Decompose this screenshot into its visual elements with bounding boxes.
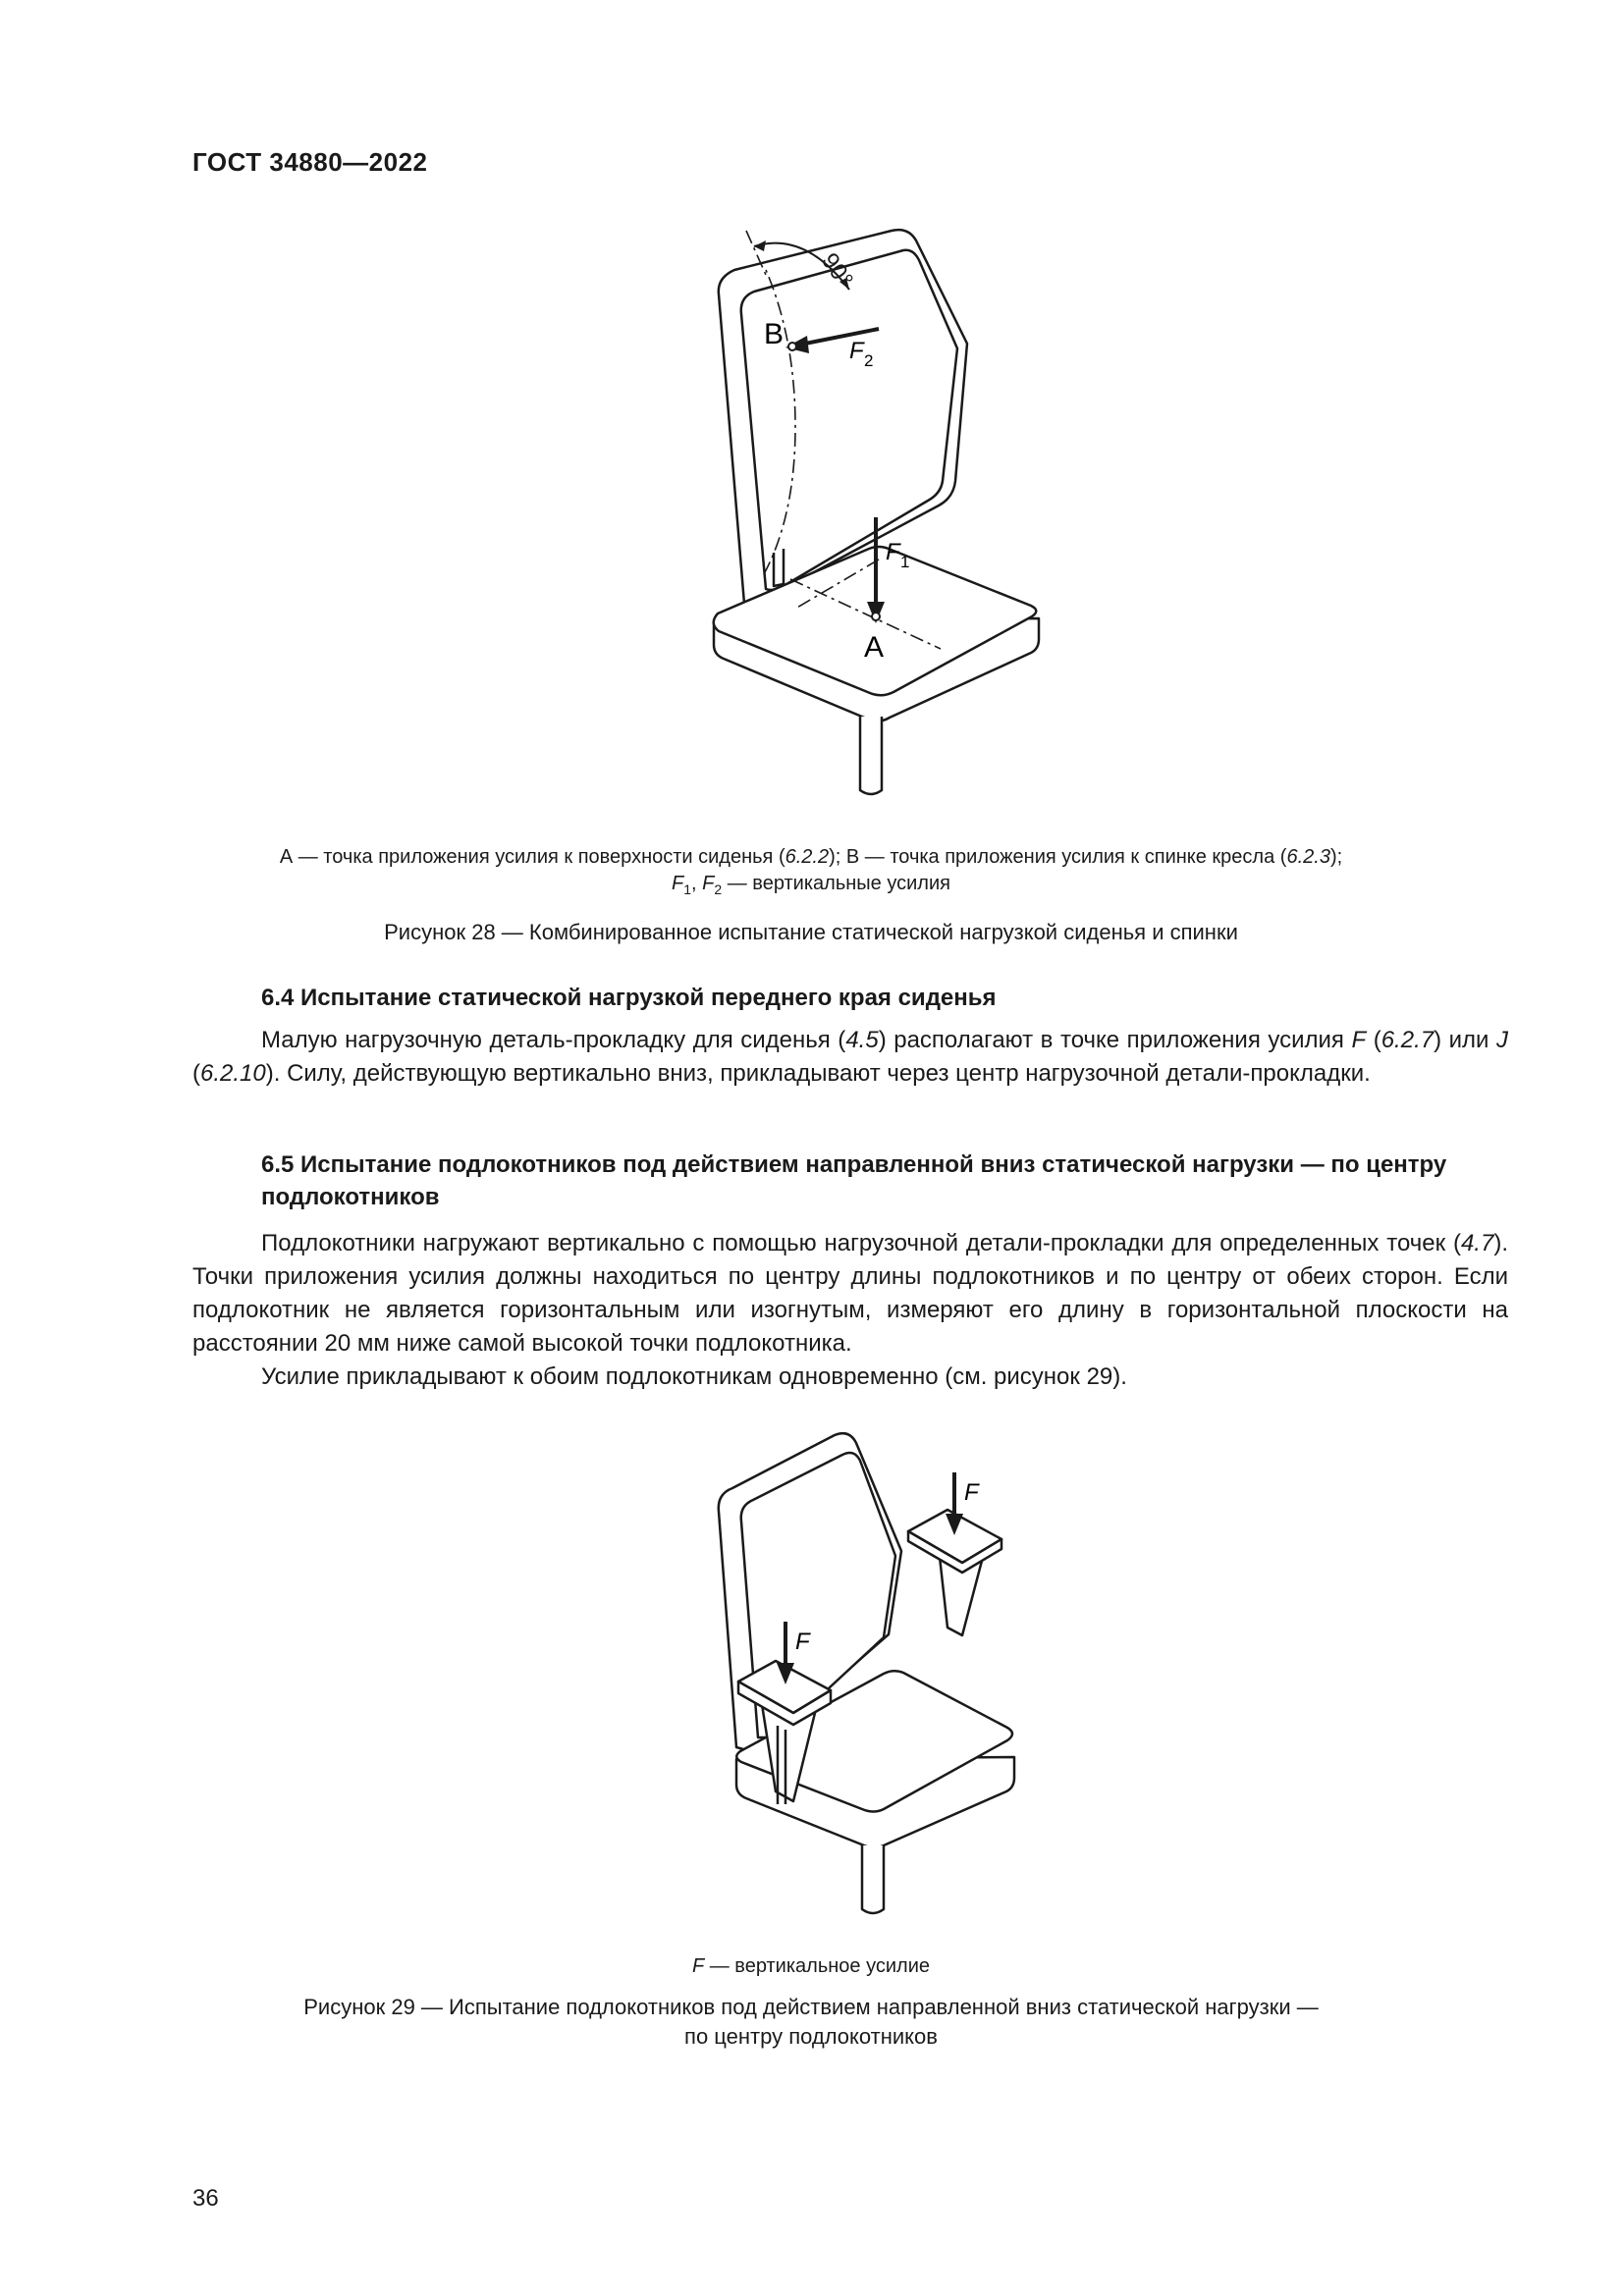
point-a-label: A bbox=[864, 631, 885, 664]
page-number: 36 bbox=[192, 2185, 219, 2212]
figure-29-chair-diagram bbox=[687, 1414, 1031, 1924]
section-6-4-title: 6.4 Испытание статической нагрузкой переднего края сиденья bbox=[261, 985, 997, 1011]
force-f2-subscript: 2 bbox=[864, 351, 874, 370]
figure-29-caption: Рисунок 29 — Испытание подлокотников под действием направленной вниз статической нагрузки — по центру подлокотников bbox=[303, 1995, 1319, 2049]
force-f1-subscript: 1 bbox=[900, 553, 910, 571]
point-b-label: B bbox=[764, 318, 785, 350]
section-6-5-title: 6.5 Испытание подлокотников под действием направленной вниз статической нагрузки — по центру подлокотников bbox=[261, 1151, 1447, 1210]
section-6-5-paragraph-1: Подлокотники нагружают вертикально с помощью нагрузочной детали-прокладки для определенных точек (4.7). Точки приложения усилия должны находиться по центру длины подлокотников и по центру от обеих сторон. Если подлокотник не является горизонтальным или изогнутым, измеряют его длину в горизонтальной плоскости на расстоянии 20 мм ниже самой высокой точки подлокотника. bbox=[192, 1230, 1508, 1357]
force-f1-label: F bbox=[886, 539, 900, 565]
force-right-label: F bbox=[964, 1479, 979, 1506]
angle-label: 90° bbox=[816, 247, 859, 294]
section-6-5-paragraph-2: Усилие прикладывают к обоим подлокотникам одновременно (см. рисунок 29). bbox=[261, 1363, 1127, 1390]
figure-29-legend: F — вертикальное усилие bbox=[691, 1955, 931, 1977]
figure-28-legend: А — точка приложения усилия к поверхности сиденья (6.2.2); В — точка приложения усилия к спинке кресла (6.2.3); $F_1$, $F_2$ — вертикальные усилия bbox=[279, 846, 1343, 897]
figure-28-caption: Рисунок 28 — Комбинированное испытание статической нагрузкой сиденья и спинки bbox=[384, 920, 1238, 944]
force-f2-label: F bbox=[849, 338, 864, 364]
document-header: ГОСТ 34880—2022 bbox=[192, 147, 428, 177]
section-6-4-paragraph: Малую нагрузочную деталь-прокладку для сиденья (4.5) располагают в точке приложения усилия F (6.2.7) или J (6.2.10). Силу, действующую вертикально вниз, прикладывают через центр нагрузочной детали-прокладки. bbox=[192, 1027, 1508, 1087]
force-left-label: F bbox=[795, 1629, 810, 1655]
figure-28-chair-diagram bbox=[628, 221, 1100, 810]
